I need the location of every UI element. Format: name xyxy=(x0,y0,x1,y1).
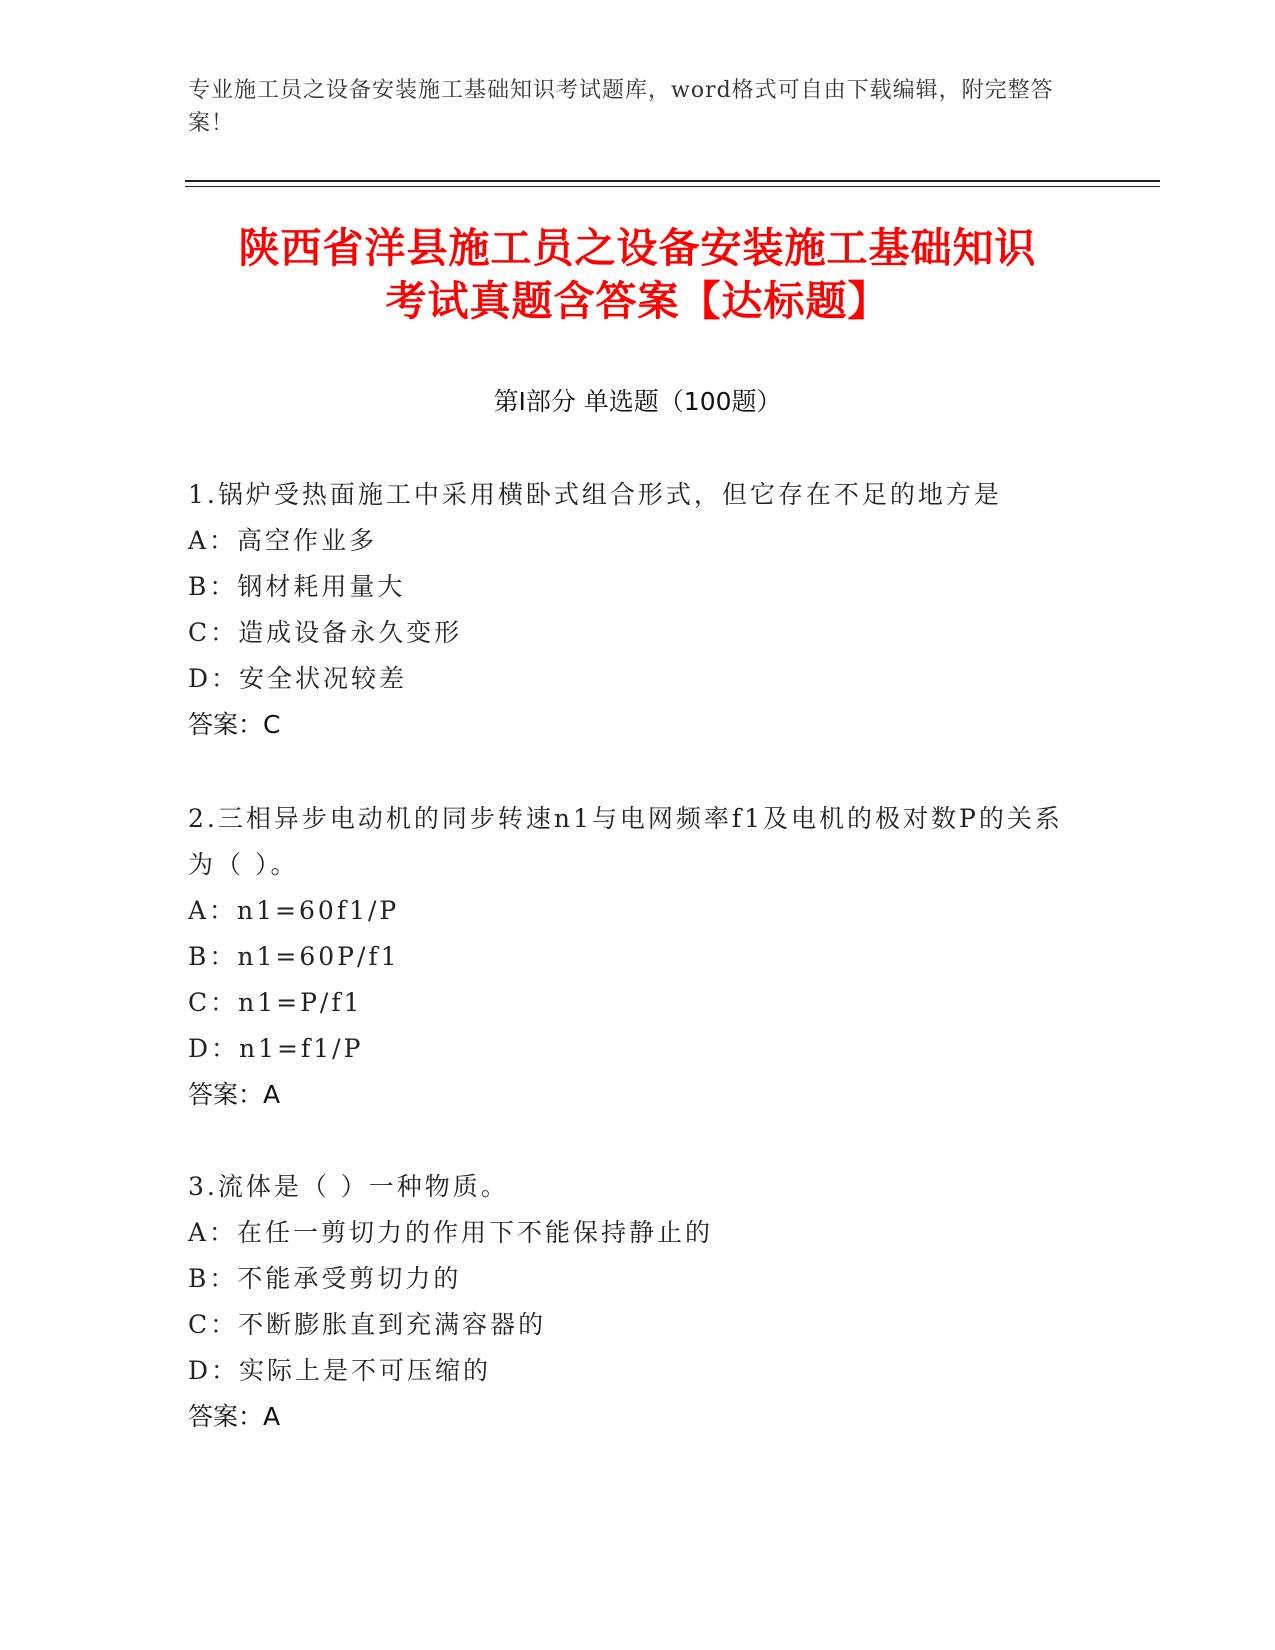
option-b: B：不能承受剪切力的 xyxy=(188,1264,462,1293)
option-c: C：不断膨胀直到充满容器的 xyxy=(188,1310,547,1339)
option-c: C：造成设备永久变形 xyxy=(188,618,463,647)
option-c: C：n1=P/f1 xyxy=(188,988,363,1017)
title-line-2: 考试真题含答案【达标题】 xyxy=(385,277,890,325)
option-d: D：实际上是不可压缩的 xyxy=(188,1356,492,1385)
option-b: B：n1=60P/f1 xyxy=(188,942,400,971)
answer: 答案：C xyxy=(188,710,281,739)
option-a: A：在任一剪切力的作用下不能保持静止的 xyxy=(188,1218,714,1247)
question-3 xyxy=(188,1164,1078,1440)
question-stem: 2.三相异步电动机的同步转速n1与电网频率f1及电机的极对数P的关系为（ ）。 xyxy=(188,804,1063,879)
question-stem: 3.流体是（ ）一种物质。 xyxy=(188,1172,509,1201)
option-a: A：高空作业多 xyxy=(188,526,378,555)
question-stem: 1.锅炉受热面施工中采用横卧式组合形式，但它存在不足的地方是 xyxy=(188,480,1002,509)
option-a: A：n1=60f1/P xyxy=(188,896,400,925)
header-note: 专业施工员之设备安装施工基础知识考试题库，word格式可自由下载编辑，附完整答案！ xyxy=(188,78,1054,136)
option-d: D：n1=f1/P xyxy=(188,1034,364,1063)
answer: 答案：A xyxy=(188,1080,281,1109)
header-divider-thick xyxy=(185,180,1160,182)
section-heading: 第Ⅰ部分 单选题（100题） xyxy=(493,387,782,416)
option-d: D：安全状况较差 xyxy=(188,664,408,693)
header-divider-thin xyxy=(185,186,1160,187)
question-2 xyxy=(188,796,1078,1118)
option-b: B：钢材耗用量大 xyxy=(188,572,406,601)
title-line-1: 陕西省洋县施工员之设备安装施工基础知识 xyxy=(238,224,1037,272)
answer: 答案：A xyxy=(188,1402,281,1431)
document-title xyxy=(150,222,1125,328)
question-1 xyxy=(188,472,1078,748)
